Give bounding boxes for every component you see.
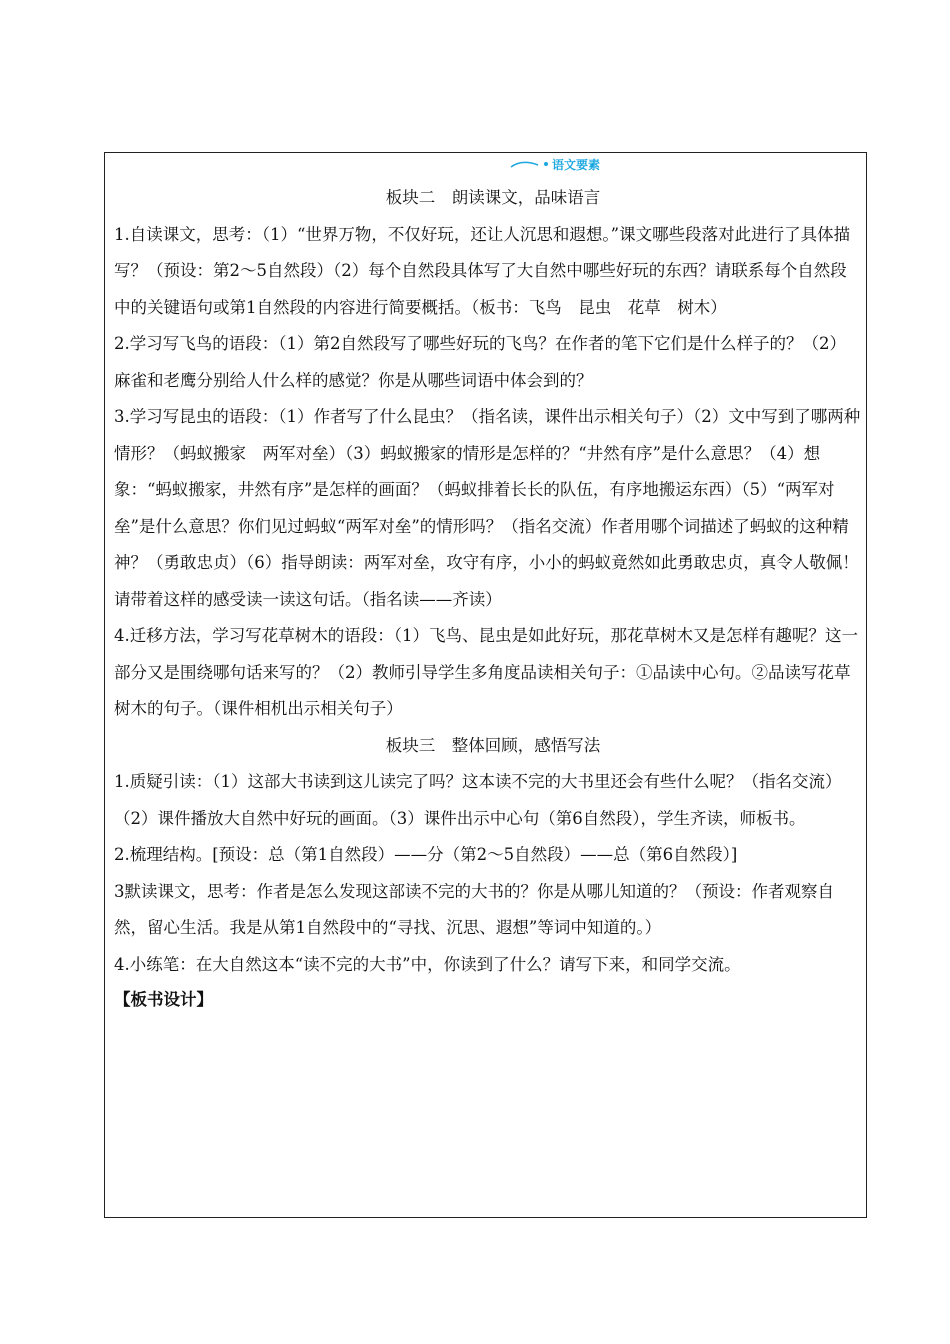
section-3-paragraph-2: 2.梳理结构。[预设：总（第1自然段）——分（第2～5自然段）——总（第6自然段）] [114, 845, 738, 864]
header-badge [510, 155, 600, 173]
lesson-content [114, 180, 862, 1018]
section-2-paragraph-1: 1.自读课文，思考：（1）“世界万物，不仅好玩，还让人沉思和遐想。”课文哪些段落对此进行了具体描写？（预设：第2～5自然段）（2）每个自然段具体写了大自然中哪些好玩的东西？请联系每个自然段中的关键语句或第1自然段的内容进行简要概括。（板书：飞鸟 昆虫 花草 树木） [114, 224, 851, 317]
section-3-paragraph-1: 1.质疑引读：（1）这部大书读到这儿读完了吗？这本读不完的大书里还会有些什么呢？（指名交流）（2）课件播放大自然中好玩的画面。（3）课件出示中心句（第6自然段），学生齐读，师板书。 [114, 772, 842, 828]
swoosh-icon [510, 159, 540, 169]
badge-label: 语文要素 [552, 157, 601, 172]
section-3-title: 板块三 整体回顾，感悟写法 [385, 735, 601, 755]
section-2-paragraph-2: 2.学习写飞鸟的语段：（1）第2自然段写了哪些好玩的飞鸟？在作者的笔下它们是什么样子的？（2）麻雀和老鹰分别给人什么样的感觉？你是从哪些词语中体会到的？ [114, 334, 846, 390]
section-2-paragraph-4: 4.迁移方法，学习写花草树木的语段：（1）飞鸟、昆虫是如此好玩，那花草树木又是怎样有趣呢？这一部分又是围绕哪句话来写的？（2）教师引导学生多角度品读相关句子：①品读中心句。②品读写花草树木的句子。（课件相机出示相关句子） [114, 626, 858, 718]
dot-icon [544, 162, 548, 166]
board-design-label: 【板书设计】 [114, 989, 213, 1009]
section-3-paragraph-4: 4.小练笔：在大自然这本“读不完的大书”中，你读到了什么？请写下来，和同学交流。 [114, 954, 741, 974]
section-3-paragraph-3: 3默读课文，思考：作者是怎么发现这部读不完的大书的？你是从哪儿知道的？（预设：作者观察自然，留心生活。我是从第1自然段中的“寻找、沉思、遐想”等词中知道的。） [114, 881, 834, 937]
section-2-title: 板块二 朗读课文，品味语言 [385, 188, 601, 207]
section-2-paragraph-3: 3.学习写昆虫的语段：（1）作者写了什么昆虫？（指名读，课件出示相关句子）（2）文中写到了哪两种情形？（蚂蚁搬家 两军对垒）（3）蚂蚁搬家的情形是怎样的？“井然有序”是什么意思？（4）想象：“蚂蚁搬家，井然有序”是怎样的画面？（蚂蚁排着长长的队伍，有序地搬运东西）（5）“两军对垒”是什么意思？你们见过蚂蚁“两军对垒”的情形吗？（指名交流）作者用哪个词描述了蚂蚁的这种精神？（勇敢忠贞）（6）指导朗读：两军对垒，攻守有序，小小的蚂蚁竟然如此勇敢忠贞，真令人敬佩！请带着这样的感受读一读这句话。（指名读——齐读） [114, 407, 861, 609]
